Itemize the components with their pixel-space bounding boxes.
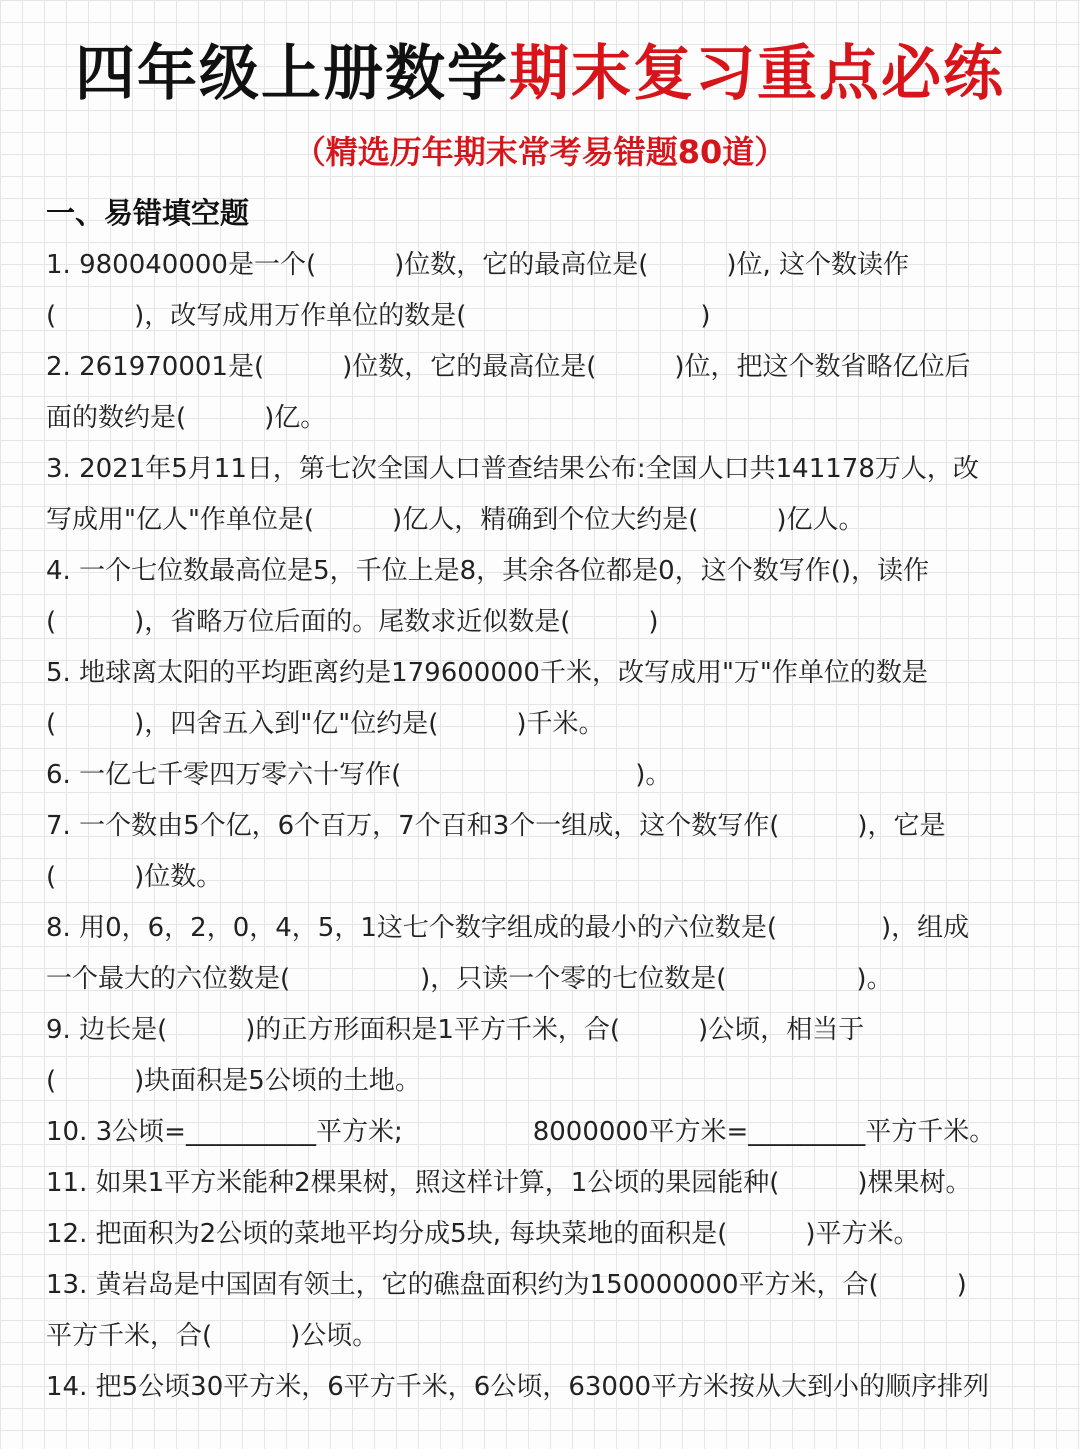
question-line: 3. 2021年5月11日，第七次全国人口普查结果公布:全国人口共141178万人，改 bbox=[46, 454, 979, 484]
question-line: 13. 黄岩岛是中国固有领土，它的礁盘面积约为150000000平方米，合( ) bbox=[46, 1270, 967, 1300]
title-red-part: 期末复习重点必练 bbox=[509, 39, 1005, 109]
question-line: 12. 把面积为2公顷的菜地平均分成5块, 每块菜地的面积是( )平方米。 bbox=[46, 1219, 920, 1249]
question-line: ( )块面积是5公顷的土地。 bbox=[46, 1066, 421, 1096]
question-line: 2. 261970001是( )位数，它的最高位是( )位，把这个数省略亿位后 bbox=[46, 352, 971, 382]
question-line: 6. 一亿七千零四万零六十写作( )。 bbox=[46, 760, 672, 790]
page-subtitle: （精选历年期末常考易错题80道） bbox=[293, 133, 787, 171]
question-line: 5. 地球离太阳的平均距离约是179600000千米，改写成用"万"作单位的数是 bbox=[46, 658, 928, 688]
section-heading: 一、易错填空题 bbox=[46, 196, 250, 230]
page-title bbox=[0, 36, 1080, 112]
question-line: ( )，省略万位后面的。尾数求近似数是( ) bbox=[46, 607, 659, 637]
question-line: 9. 边长是( )的正方形面积是1平方千米，合( )公顷，相当于 bbox=[46, 1015, 865, 1045]
question-line: ( )，四舍五入到"亿"位约是( )千米。 bbox=[46, 709, 605, 739]
question-line: 14. 把5公顷30平方米，6平方千米，6公顷，63000平方米按从大到小的顺序排列 bbox=[46, 1372, 990, 1402]
question-line: 7. 一个数由5个亿，6个百万，7个百和3个一组成，这个数写作( )，它是 bbox=[46, 811, 946, 841]
question-line: 面的数约是( )亿。 bbox=[46, 403, 327, 433]
question-line: 11. 如果1平方米能种2棵果树，照这样计算，1公顷的果园能种( )棵果树。 bbox=[46, 1168, 972, 1198]
question-line: 一个最大的六位数是( )，只读一个零的七位数是( )。 bbox=[46, 964, 893, 994]
question-line: 4. 一个七位数最高位是5，千位上是8，其余各位都是0，这个数写作()，读作 bbox=[46, 556, 929, 586]
question-line: ( )，改写成用万作单位的数是( ) bbox=[46, 301, 711, 331]
question-line: ( )位数。 bbox=[46, 862, 223, 892]
question-line: 平方千米，合( )公顷。 bbox=[46, 1321, 379, 1351]
question-line: 写成用"亿人"作单位是( )亿人，精确到个位大约是( )亿人。 bbox=[46, 505, 865, 535]
title-black-part: 四年级上册数学 bbox=[75, 39, 509, 109]
question-line: 8. 用0，6，2，0，4，5，1这七个数字组成的最小的六位数是( )，组成 bbox=[46, 913, 970, 943]
question-line: 1. 980040000是一个( )位数，它的最高位是( )位, 这个数读作 bbox=[46, 250, 910, 280]
question-line: 10. 3公顷=__________平方米; 8000000平方米=_________平方千米。 bbox=[46, 1117, 996, 1147]
